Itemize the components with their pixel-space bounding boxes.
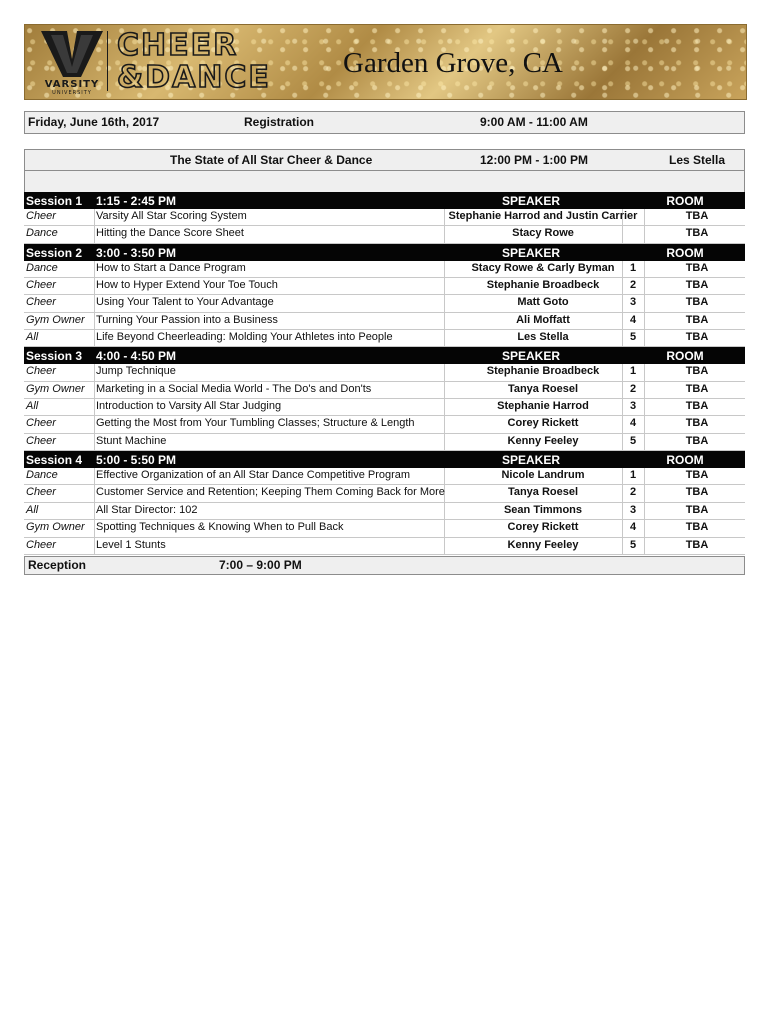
brand-cheer: CHEER — [117, 28, 239, 63]
column-divider — [644, 313, 645, 329]
reception-bar — [24, 556, 745, 575]
session-title: Level 1 Stunts — [96, 538, 166, 551]
column-divider — [644, 434, 645, 450]
room-value: TBA — [685, 261, 709, 274]
session-row — [24, 295, 745, 312]
speaker-header: SPEAKER — [501, 245, 560, 260]
session-number: 2 — [629, 486, 637, 499]
column-divider — [94, 313, 95, 329]
speaker-name: Nicole Landrum — [501, 469, 585, 482]
registration-date: Friday, June 16th, 2017 — [28, 115, 160, 129]
speaker-name: Tanya Roesel — [507, 382, 579, 395]
column-divider — [94, 399, 95, 415]
room-value: TBA — [685, 313, 709, 326]
track-label: Dance — [26, 227, 58, 240]
column-divider — [94, 209, 95, 225]
session-row — [24, 399, 745, 416]
brand-dance: &DANCE — [117, 60, 271, 95]
column-divider — [644, 330, 645, 346]
logo-varsity-text: VARSITY — [44, 79, 100, 90]
room-header: ROOM — [666, 245, 704, 260]
speaker-name: Stacy Rowe — [512, 227, 574, 240]
session-title: Using Your Talent to Your Advantage — [96, 296, 274, 309]
column-divider — [644, 538, 645, 554]
session-time: 1:15 - 2:45 PM — [96, 194, 177, 208]
v-logo-icon — [37, 29, 107, 79]
session-number: 4 — [629, 417, 637, 430]
room-value: TBA — [685, 469, 709, 482]
spacer-band — [24, 170, 745, 193]
session-title: Varsity All Star Scoring System — [96, 210, 247, 222]
speaker-name: Kenny Feeley — [507, 434, 579, 447]
session-row — [24, 538, 745, 555]
registration-time: 9:00 AM - 11:00 AM — [480, 115, 588, 129]
column-divider — [644, 485, 645, 501]
logo-divider — [107, 31, 108, 91]
column-divider — [644, 399, 645, 415]
column-divider — [644, 520, 645, 536]
column-divider — [94, 330, 95, 346]
column-divider — [644, 226, 645, 242]
registration-bar — [24, 111, 745, 134]
keynote-speaker: Les Stella — [669, 153, 726, 167]
session-row — [24, 364, 745, 381]
room-value: TBA — [685, 382, 709, 395]
session-title: Effective Organization of an All Star Dance Competitive Program — [96, 469, 411, 482]
session-row — [24, 278, 745, 295]
room-value: TBA — [685, 279, 709, 292]
column-divider — [644, 468, 645, 484]
speaker-name: Stephanie Broadbeck — [486, 365, 600, 378]
room-value: TBA — [685, 400, 709, 413]
session-number: 5 — [629, 434, 637, 447]
session-row — [24, 226, 745, 243]
session-row — [24, 313, 745, 330]
session-number: 5 — [629, 538, 637, 551]
speaker-name: Stephanie Harrod and Justin Carrier — [448, 210, 638, 222]
session-title: Stunt Machine — [96, 434, 167, 447]
session-row — [24, 434, 745, 451]
column-divider — [94, 485, 95, 501]
session-number: 4 — [629, 521, 637, 534]
speaker-name: Stephanie Harrod — [497, 400, 589, 413]
session-title: Introduction to Varsity All Star Judging — [96, 400, 282, 413]
track-label: Cheer — [26, 210, 56, 222]
speaker-name: Kenny Feeley — [507, 538, 579, 551]
column-divider — [94, 364, 95, 380]
session-name: Session 1 — [26, 194, 83, 208]
room-value: TBA — [685, 296, 709, 309]
speaker-name: Stephanie Broadbeck — [486, 279, 600, 292]
session-title: Turning Your Passion into a Business — [96, 313, 278, 326]
session-title: Hitting the Dance Score Sheet — [96, 227, 244, 240]
room-value: TBA — [685, 210, 709, 222]
session-number: 3 — [629, 503, 637, 516]
track-label: Cheer — [26, 279, 56, 292]
session-row — [24, 468, 745, 485]
column-divider — [644, 503, 645, 519]
session-title: How to Start a Dance Program — [96, 261, 246, 274]
session-row — [24, 209, 745, 226]
speaker-name: Corey Rickett — [507, 417, 579, 430]
track-label: Gym Owner — [26, 521, 85, 534]
column-divider — [94, 278, 95, 294]
track-label: Dance — [26, 469, 58, 482]
session-number: 1 — [629, 261, 637, 274]
speaker-name: Les Stella — [517, 331, 569, 344]
session-number: 2 — [629, 279, 637, 292]
column-divider — [94, 416, 95, 432]
session-name: Session 4 — [26, 453, 83, 468]
session-title: Customer Service and Retention; Keeping Them Coming Back for More — [96, 486, 445, 499]
header-banner — [24, 24, 747, 100]
session-row — [24, 503, 745, 520]
speaker-header: SPEAKER — [501, 194, 560, 208]
reception-time: 7:00 – 9:00 PM — [219, 558, 302, 572]
room-header: ROOM — [666, 194, 704, 208]
room-value: TBA — [685, 521, 709, 534]
room-value: TBA — [685, 365, 709, 378]
column-divider — [644, 261, 645, 277]
column-divider — [94, 382, 95, 398]
track-label: Cheer — [26, 486, 56, 499]
session-number: 3 — [629, 296, 637, 309]
track-label: Cheer — [26, 365, 56, 378]
session-row — [24, 261, 745, 278]
session-row — [24, 330, 745, 347]
session-title: Jump Technique — [96, 365, 176, 378]
speaker-header: SPEAKER — [501, 453, 560, 468]
speaker-name: Ali Moffatt — [516, 313, 570, 326]
session-number: 2 — [629, 382, 637, 395]
speaker-name: Matt Goto — [517, 296, 569, 309]
column-divider — [644, 364, 645, 380]
session-title: Marketing in a Social Media World - The Do's and Don'ts — [96, 382, 372, 395]
session-number: 3 — [629, 400, 637, 413]
column-divider — [644, 209, 645, 225]
speaker-name: Stacy Rowe & Carly Byman — [471, 261, 615, 274]
session-header — [24, 451, 745, 468]
keynote-time: 12:00 PM - 1:00 PM — [480, 153, 589, 167]
column-divider — [94, 503, 95, 519]
session-row — [24, 485, 745, 502]
session-title: How to Hyper Extend Your Toe Touch — [96, 279, 278, 292]
column-divider — [94, 538, 95, 554]
column-divider — [644, 416, 645, 432]
column-divider — [94, 520, 95, 536]
session-row — [24, 416, 745, 433]
track-label: All — [26, 503, 39, 516]
keynote-bar — [24, 149, 745, 172]
session-time: 4:00 - 4:50 PM — [96, 349, 177, 364]
session-title: Spotting Techniques & Knowing When to Pull Back — [96, 521, 344, 534]
session-header — [24, 192, 745, 209]
column-divider — [644, 278, 645, 294]
session-title: Getting the Most from Your Tumbling Classes; Structure & Length — [96, 417, 415, 430]
session-row — [24, 382, 745, 399]
session-title: All Star Director: 102 — [96, 503, 198, 516]
session-number: 1 — [629, 469, 637, 482]
session-header — [24, 347, 745, 364]
track-label: Cheer — [26, 417, 56, 430]
track-label: All — [26, 331, 39, 344]
column-divider — [644, 382, 645, 398]
track-label: Gym Owner — [26, 313, 85, 326]
session-title: Life Beyond Cheerleading: Molding Your Athletes into People — [96, 331, 393, 344]
varsity-logo — [33, 29, 111, 95]
room-value: TBA — [685, 331, 709, 344]
track-label: Cheer — [26, 434, 56, 447]
track-label: All — [26, 400, 39, 413]
column-divider — [94, 226, 95, 242]
session-row — [24, 520, 745, 537]
room-value: TBA — [685, 227, 709, 240]
room-value: TBA — [685, 434, 709, 447]
speaker-name: Tanya Roesel — [507, 486, 579, 499]
session-number: 4 — [629, 313, 637, 326]
speaker-name: Sean Timmons — [503, 503, 583, 516]
reception-label: Reception — [28, 558, 87, 572]
keynote-title: The State of All Star Cheer & Dance — [170, 153, 373, 167]
session-schedule — [24, 192, 745, 555]
session-name: Session 3 — [26, 349, 83, 364]
track-label: Gym Owner — [26, 382, 85, 395]
room-value: TBA — [685, 417, 709, 430]
event-city: Garden Grove, CA — [343, 47, 563, 79]
session-time: 5:00 - 5:50 PM — [96, 453, 177, 468]
column-divider — [94, 261, 95, 277]
registration-label: Registration — [244, 115, 315, 129]
column-divider — [94, 434, 95, 450]
room-value: TBA — [685, 503, 709, 516]
column-divider — [94, 295, 95, 311]
track-label: Cheer — [26, 296, 56, 309]
session-number: 1 — [629, 365, 637, 378]
session-time: 3:00 - 3:50 PM — [96, 245, 177, 260]
room-value: TBA — [685, 538, 709, 551]
track-label: Cheer — [26, 538, 56, 551]
column-divider — [94, 468, 95, 484]
room-header: ROOM — [666, 453, 704, 468]
column-divider — [644, 295, 645, 311]
session-number: 5 — [629, 331, 637, 344]
session-name: Session 2 — [26, 245, 83, 260]
speaker-header: SPEAKER — [501, 349, 560, 364]
room-value: TBA — [685, 486, 709, 499]
session-header — [24, 244, 745, 261]
room-header: ROOM — [666, 349, 704, 364]
track-label: Dance — [26, 261, 58, 274]
logo-university-text: UNIVERSITY — [52, 90, 92, 96]
speaker-name: Corey Rickett — [507, 521, 579, 534]
